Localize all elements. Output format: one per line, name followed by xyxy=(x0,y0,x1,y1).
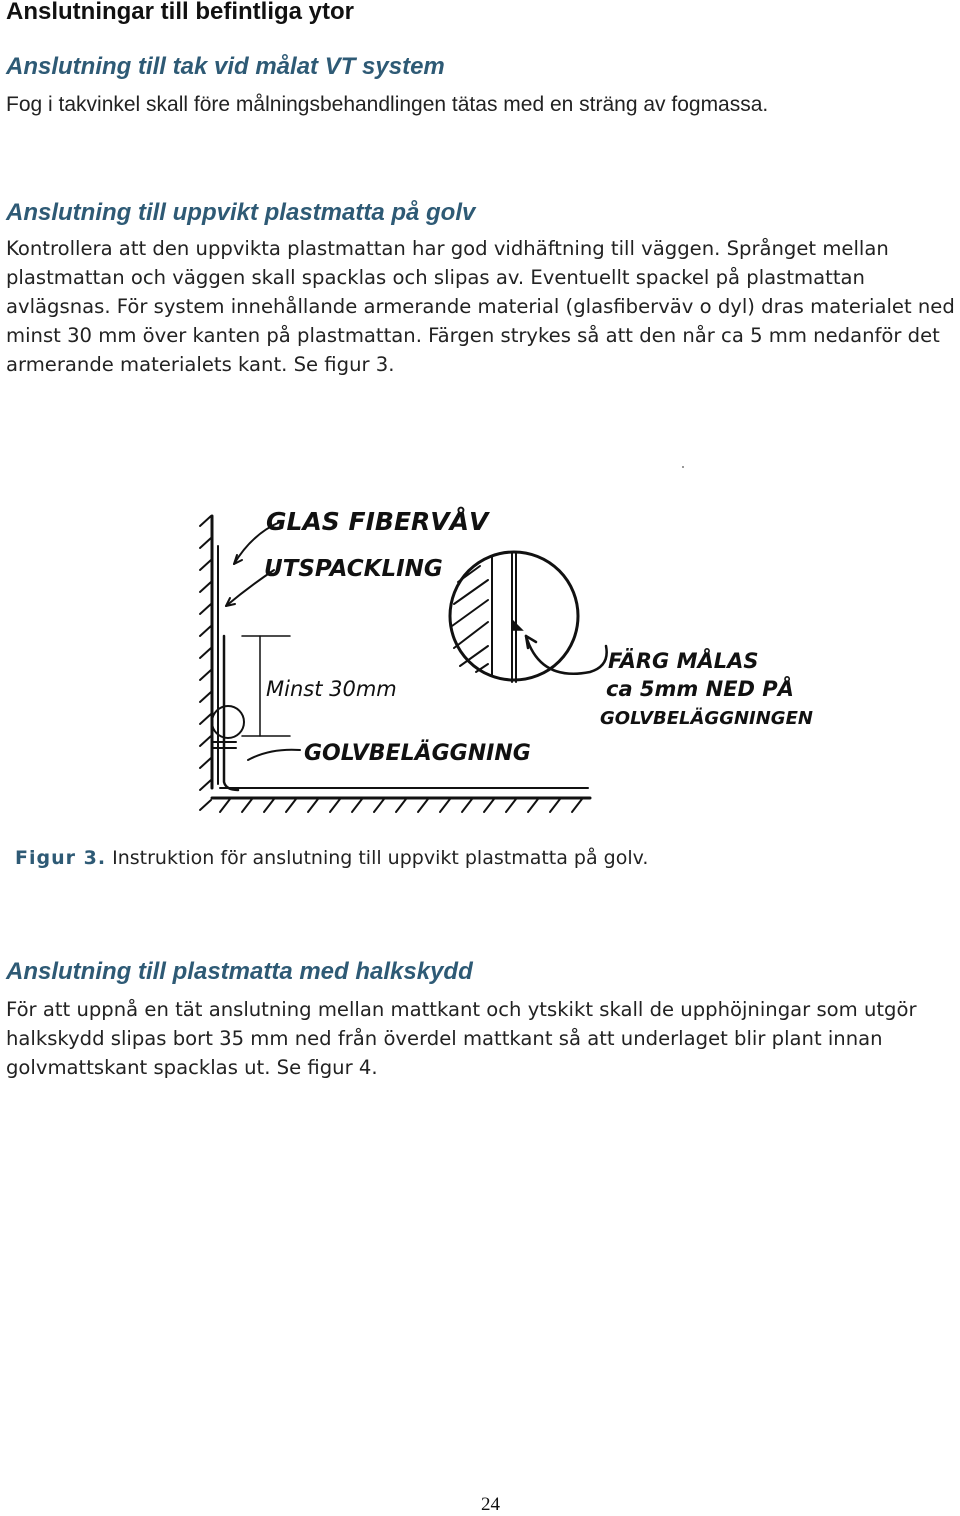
label-farg-2: ca 5mm NED PÅ xyxy=(606,677,794,701)
section-heading-ceiling: Anslutning till tak vid målat VT system xyxy=(6,53,445,80)
figure-caption-text: Instruktion för anslutning till uppvikt plastmatta på golv. xyxy=(112,847,649,869)
label-minst: Minst 30mm xyxy=(266,677,397,701)
page-title: Anslutningar till befintliga ytor xyxy=(6,0,354,25)
figure-3-drawing xyxy=(180,486,840,826)
label-farg-1: FÄRG MÅLAS xyxy=(608,649,759,673)
label-utspackling: UTSPACKLING xyxy=(264,556,443,582)
figure-caption xyxy=(15,845,648,871)
section-text-slip-protection: För att uppnå en tät anslutning mellan mattkant och ytskikt skall de upphöjningar som utgör halkskydd slipas bort 35 mm ned från överdel mattkant så att underlaget blir plant innan golvmattskant spacklas ut. Se figur 4. xyxy=(6,998,917,1079)
page-number: 24 xyxy=(481,1494,500,1515)
label-golvbelaggning: GOLVBELÄGGNING xyxy=(304,741,531,766)
label-glasfiber: GLAS FIBERVÅV xyxy=(266,507,489,536)
figure-caption-label: Figur 3. xyxy=(15,847,107,869)
section-text-floor-mat: Kontrollera att den uppvikta plastmattan har god vidhäftning till väggen. Språnget mellan plastmattan och väggen skall spacklas och slipas av. Eventuellt spackel på plastmattan avlägsnas. För system innehållande armerande material (glasfiberväv o dyl) dras materialet ned minst 30 mm över kanten på plastmattan. Färgen strykes så att den når ca 5 mm nedanför det armerande materialets kant. Se figur 3. xyxy=(6,237,955,376)
label-farg-3: GOLVBELÄGGNINGEN xyxy=(600,708,813,729)
section-text-ceiling: Fog i takvinkel skall före målningsbehandlingen tätas med en sträng av fogmassa. xyxy=(6,93,769,116)
section-heading-slip-protection: Anslutning till plastmatta med halkskydd xyxy=(6,958,473,985)
scan-speck xyxy=(682,466,684,468)
section-heading-floor-mat: Anslutning till uppvikt plastmatta på golv xyxy=(6,199,476,226)
